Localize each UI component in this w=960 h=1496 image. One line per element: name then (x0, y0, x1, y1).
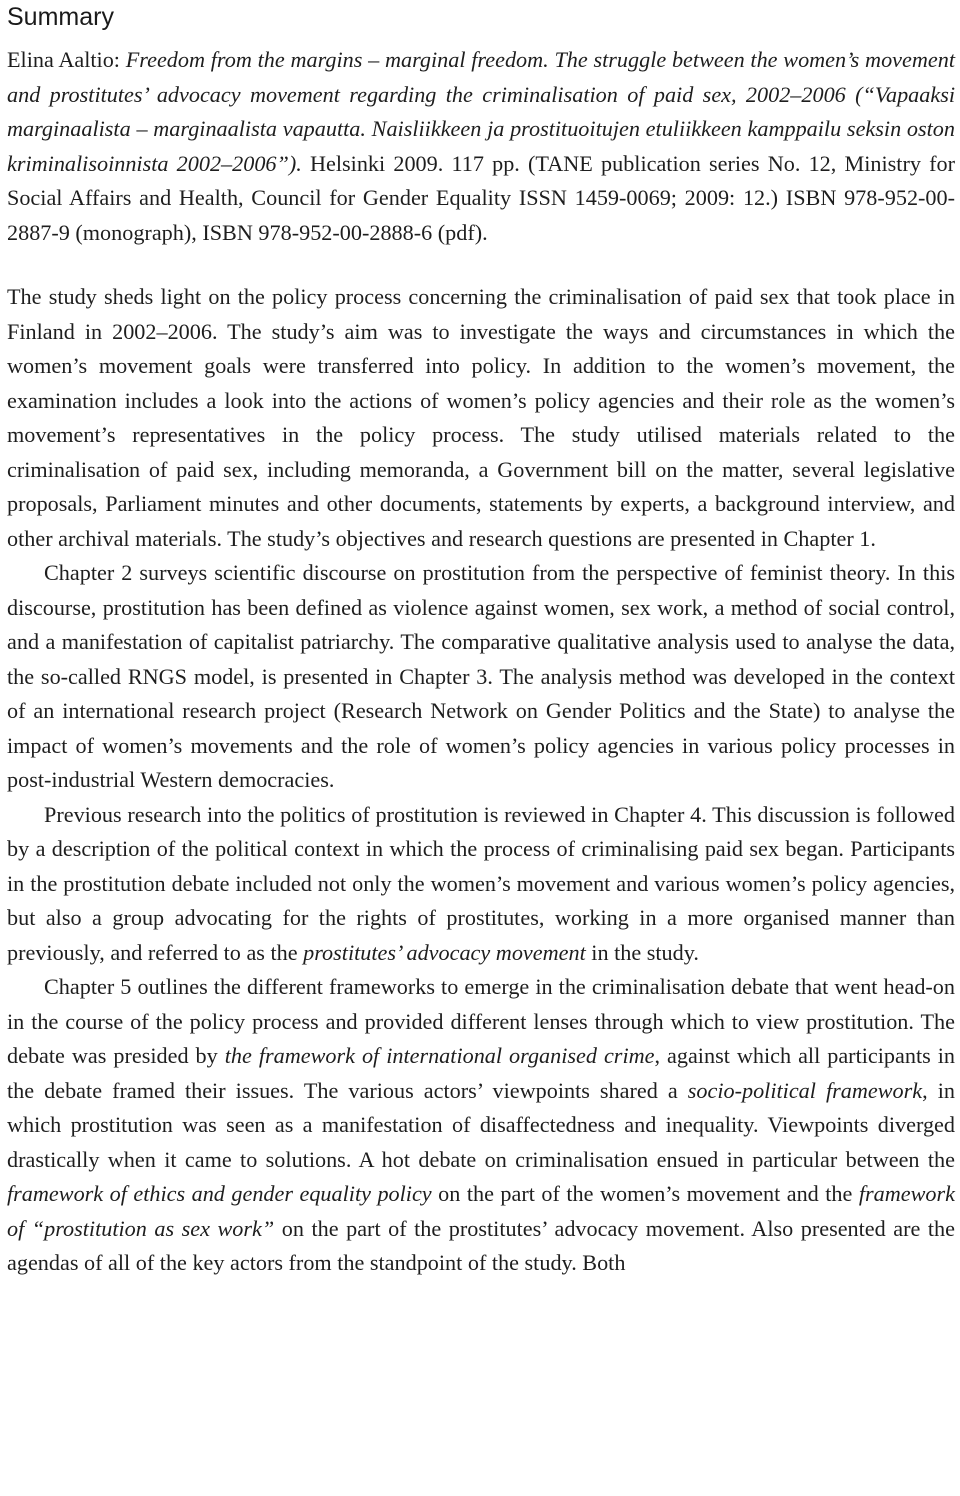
document-page (7, 0, 955, 1281)
paragraph-4 (7, 970, 955, 1281)
paragraph-3 (7, 798, 955, 971)
paragraph-3-text-a: Previous research into the politics of prostitution is reviewed in Chapter 4. This discussion is followed by a description of the political context in which the process of criminalising paid sex began. Participants in the prostitution debate included not only the women’s movement and various women’s policy agencies, but also a group advocating for the rights of prostitutes, working in a more organised manner than previously, and referred to as the (7, 801, 955, 965)
paragraph-4-emphasis-4: framework of “prostitution as sex work” (7, 1181, 955, 1241)
paragraph-4-emphasis-1: the framework of international organised crime (224, 1043, 655, 1068)
paragraph-3-emphasis: prostitutes’ advocacy movement (303, 939, 586, 965)
paragraph-4-emphasis-3: framework of ethics and gender equality policy (7, 1181, 432, 1206)
citation-paragraph (7, 43, 955, 250)
paragraph-2: Chapter 2 surveys scientific discourse on prostitution from the perspective of feminist theory. In this discourse, prostitution has been defined as violence against women, sex work, a method of social control, and a manifestation of capitalist patriarchy. The comparative qualitative analysis used to analyse the data, the so-called RNGS model, is presented in Chapter 3. The analysis method was developed in the context of an international research project (Research Network on Gender Politics and the State) to analyse the impact of women’s movements and the role of women’s policy agencies in various policy processes in post-industrial Western democracies. (7, 560, 955, 792)
paragraph-3-text-b: in the study. (585, 939, 699, 965)
citation-title: Freedom from the margins – marginal freedom. The struggle between the women’s movement and prostitutes’ advocacy movement regarding the criminalisation of paid sex, 2002–2006 (“Vapaaksi marginaalista – marginaalista vapautta. Naisliikkeen ja prostituoitujen etuliikkeen kamppailu seksin oston kriminalisoinnista 2002–2006”). (7, 47, 955, 176)
page-title: Summary (7, 3, 114, 31)
paragraph-1: The study sheds light on the policy process concerning the criminalisation of paid sex that took place in Finland in 2002–2006. The study’s aim was to investigate the ways and circumstances in which the women’s movement goals were transferred into policy. In addition to the women’s movement, the examination includes a look into the actions of women’s policy agencies and their role as the women’s movement’s representatives in the policy process. The study utilised materials related to the criminalisation of paid sex, including memoranda, a Government bill on the matter, several legislative proposals, Parliament minutes and other documents, statements by experts, a background interview, and other archival materials. The study’s objectives and research questions are presented in Chapter 1. (7, 284, 955, 551)
paragraph-4-text-d: on the part of the women’s movement and the (431, 1181, 859, 1206)
citation-details: Helsinki 2009. 117 pp. (TANE publication series No. 12, Ministry for Social Affairs and Health, Council for Gender Equality ISSN 1459-0069; 2009: 12.) ISBN 978-952-00-2887-9 (monograph), ISBN 978-952-00-2888-6 (pdf). (7, 150, 955, 245)
citation-author: Elina Aaltio: (7, 47, 126, 72)
paragraph-4-text-b: , against which all participants in the debate framed their issues. The various actors’ viewpoints shared a (7, 1043, 955, 1103)
paragraph-4-text-c: , in which prostitution was seen as a manifestation of disaffectedness and inequality. Viewpoints diverged drastically when it came to solutions. A hot debate on criminalisation ensued in particular between the (7, 1077, 955, 1172)
paragraph-4-emphasis-2: socio-political framework (687, 1077, 923, 1103)
paragraph-4-text-a: Chapter 5 outlines the different frameworks to emerge in the criminalisation debate that went head-on in the course of the policy process and provided different lenses through which to view prostitution. The debate was presided by (7, 974, 955, 1068)
paragraph-4-text-e: on the part of the prostitutes’ advocacy movement. Also presented are the agendas of all of the key actors from the standpoint of the study. Both (7, 1215, 956, 1275)
